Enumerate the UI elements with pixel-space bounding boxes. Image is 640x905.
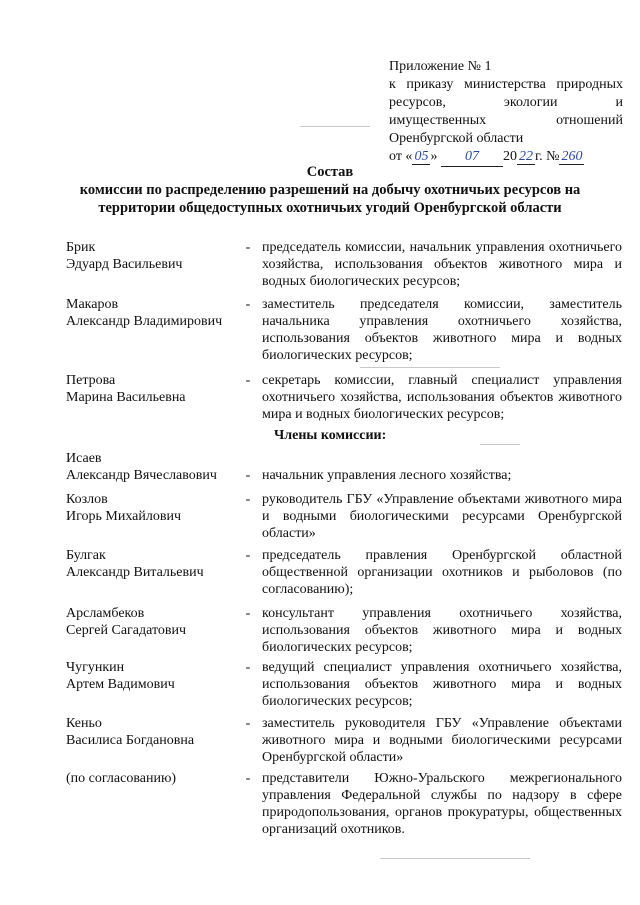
members-heading: Члены комиссии: — [274, 428, 387, 443]
appendix-region: Оренбургской области — [389, 131, 524, 146]
person-row — [66, 239, 622, 290]
person-surname: Кеньо — [66, 716, 102, 731]
document-title — [40, 163, 620, 217]
person-given-name: Марина Васильевна — [66, 390, 186, 405]
representatives-label: (по согласованию) — [66, 771, 177, 786]
scan-speck — [380, 858, 530, 859]
person-surname: Арсламбеков — [66, 606, 145, 621]
person-role: председатель комиссии, начальник управления охотничьего хозяйства, использования объектов животного мира и водных биологических ресурсов; — [262, 240, 622, 289]
person-given-name: Игорь Михайлович — [66, 509, 181, 524]
scan-speck — [300, 126, 370, 127]
appendix-number: Приложение № 1 — [389, 59, 492, 74]
date-year: 22 — [518, 149, 533, 164]
person-surname: Исаев — [66, 451, 102, 466]
person-given-name: Александр Вячеславович — [66, 468, 217, 483]
person-role: руководитель ГБУ «Управление объектами животного мира и водными биологическими ресурсами Оренбургской области» — [262, 492, 622, 541]
title-line-1: комиссии по распределению разрешений на добычу охотничьих ресурсов на — [79, 182, 581, 198]
dash: - — [245, 548, 251, 563]
person-role: заместитель председателя комиссии, заместитель начальника управления охотничьего хозяйства, использования объектов животного мира и водных биологических ресурсов; — [262, 297, 622, 363]
dash: - — [245, 660, 251, 675]
date-day: 05 — [414, 149, 429, 164]
person-row — [66, 372, 622, 423]
appendix-ministry-line-2: имущественных отношений — [389, 113, 623, 128]
person-role: секретарь комиссии, главный специалист управления охотничьего хозяйства, использования объектов животного мира и водных биологических ресурсов; — [262, 373, 622, 422]
person-role: председатель правления Оренбургской областной общественной организации охотников и рыболовов (по согласованию); — [262, 548, 622, 597]
person-row — [66, 659, 622, 710]
person-row — [66, 605, 622, 656]
person-surname: Чугункин — [66, 660, 125, 675]
person-given-name: Сергей Сагадатович — [66, 623, 187, 638]
dash: - — [245, 716, 251, 731]
dash: - — [245, 373, 251, 388]
person-row — [66, 715, 622, 766]
person-row — [66, 547, 622, 598]
person-row — [66, 450, 622, 484]
person-row — [66, 296, 622, 364]
appendix-ministry-line-1: ресурсов, экологии и — [389, 95, 623, 110]
appendix-order-line: к приказу министерства природных — [389, 77, 623, 92]
person-given-name: Александр Витальевич — [66, 565, 204, 580]
person-surname: Козлов — [66, 492, 108, 507]
person-given-name: Эдуард Васильевич — [66, 257, 183, 272]
person-surname: Брик — [66, 240, 96, 255]
person-surname: Макаров — [66, 297, 119, 312]
date-month: 07 — [464, 149, 479, 164]
person-given-name: Артем Вадимович — [66, 677, 175, 692]
representatives-row — [66, 770, 622, 838]
appendix-date-line: от « 05 » 07 20 22 г. № 260 — [389, 148, 623, 167]
dash: - — [245, 606, 251, 621]
appendix-block — [389, 58, 623, 167]
scan-speck — [360, 367, 500, 368]
document-number: 260 — [561, 149, 583, 164]
representatives-role: представители Южно-Уральского межрегионального управления Федеральной службы по надзору в сфере природопользования, органов прокуратуры, общественных организаций охотников. — [262, 771, 622, 837]
person-given-name: Василиса Богдановна — [66, 733, 195, 748]
person-surname: Петрова — [66, 373, 116, 388]
dash: - — [245, 492, 251, 507]
dash: - — [245, 297, 251, 312]
dash: - — [245, 771, 251, 786]
dash: - — [245, 468, 251, 483]
person-role: ведущий специалист управления охотничьего хозяйства, использования объектов животного мира и водных биологических ресурсов; — [262, 660, 622, 709]
title-line-2: территории общедоступных охотничьих угодий Оренбургской области — [98, 200, 562, 216]
person-role: начальник управления лесного хозяйства; — [262, 468, 512, 483]
dash: - — [245, 240, 251, 255]
title-heading: Состав — [306, 164, 354, 180]
person-role: консультант управления охотничьего хозяйства, использования объектов животного мира и водных биологических ресурсов; — [262, 606, 622, 655]
person-surname: Булгак — [66, 548, 106, 563]
person-row — [66, 491, 622, 542]
person-given-name: Александр Владимирович — [66, 314, 223, 329]
person-role: заместитель руководителя ГБУ «Управление объектами животного мира и водными биологическими ресурсами Оренбургской области» — [262, 716, 622, 765]
scan-speck — [480, 444, 520, 445]
